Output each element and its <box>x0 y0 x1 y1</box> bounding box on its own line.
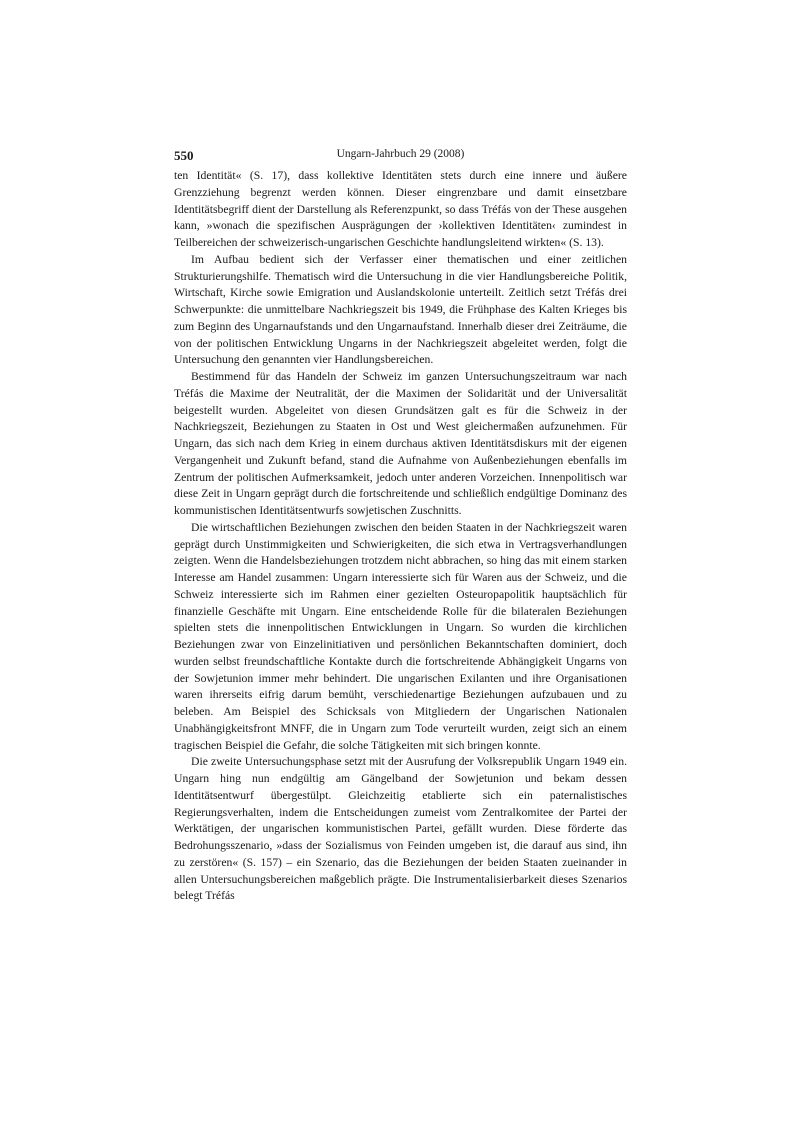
paragraph: Die wirtschaftlichen Beziehungen zwischen den beiden Staaten in der Nachkriegszeit waren geprägt durch Unstimmigkeiten und Schwierigkeiten, die sich etwa in Vertragsverhandlungen zeigten. Wenn die Handelsbeziehungen trotzdem nicht abbrachen, so hing das mit einem starken Interesse am Handel zusammen: Ungarn interessierte sich für Waren aus der Schweiz, und die Schweiz interessierte sich im Rahmen einer gezielten Osteuropapolitik hauptsächlich für finanzielle Geschäfte mit Ungarn. Eine entscheidende Rolle für die bilateralen Beziehungen spielten stets die innenpolitischen Entwicklungen in Ungarn. So wurden die kirchlichen Beziehungen zwar von Einzelinitiativen und persönlichen Bekanntschaften dominiert, doch wurden selbst freundschaftliche Kontakte durch die fortschreitende Abhängigkeit Ungarns von der Sowjetunion immer mehr behindert. Die ungarischen Exilanten und ihre Organisationen waren ihrerseits eifrig darum bemüht, verschiedenartige Beziehungen aufzubauen und zu beleben. Am Beispiel des Schicksals von Mitgliedern der Ungarischen Nationalen Unabhängigkeitsfront MNFF, die in Ungarn zum Tode verurteilt wurden, zeigt sich an einem tragischen Beispiel die Gefahr, die solche Tätigkeiten mit sich bringen konnte. <box>174 520 627 752</box>
body-text <box>174 168 627 905</box>
document-page <box>174 148 627 905</box>
page-number: 550 <box>174 148 194 163</box>
page-header <box>174 148 627 168</box>
paragraph: Die zweite Untersuchungsphase setzt mit der Ausrufung der Volksrepublik Ungarn 1949 ein. Ungarn hing nun endgültig am Gängelband der Sowjetunion und bekam dessen Identitätsentwurf übergestülpt. Gleichzeitig etablierte sich ein paternalistisches Regierungsverhalten, indem die Entscheidungen zumeist vom Zentralkomitee der Partei der Werktätigen, der ungarischen kommunistischen Partei, gefällt wurden. Diese förderte das Bedrohungsszenario, »dass der Sozialismus von Feinden umgeben ist, die darauf aus sind, ihn zu zerstören« (S. 157) – ein Szenario, das die Beziehungen der beiden Staaten zueinander in allen Untersuchungsbereichen maßgeblich prägte. Die Instrumentalisierbarkeit dieses Szenarios belegt Tréfás <box>174 755 627 903</box>
running-head: Ungarn-Jahrbuch 29 (2008) <box>336 148 465 160</box>
paragraph: Bestimmend für das Handeln der Schweiz im ganzen Untersuchungszeitraum war nach Tréfás die Maxime der Neutralität, der die Maximen der Solidarität und der Universalität beigestellt wurden. Abgeleitet von diesen Grundsätzen galt es für die Schweiz in der Nachkriegszeit, Beziehungen zu Staaten in Ost und West gleichermaßen aufzunehmen. Für Ungarn, das sich nach dem Krieg in einem durchaus aktiven Identitätsdiskurs mit der eigenen Vergangenheit und Zukunft befand, stand die Aufnahme von Außenbeziehungen ebenfalls im Zentrum der politischen Aufmerksamkeit, jedoch unter anderen Vorzeichen. Innenpolitisch war diese Zeit in Ungarn geprägt durch die fortschreitende und schließlich endgültige Dominanz des kommunistischen Identitätsentwurfs sowjetischen Zuschnitts. <box>174 370 627 517</box>
paragraph: ten Identität« (S. 17), dass kollektive Identitäten stets durch eine innere und äußere Grenzziehung begrenzt werden können. Dieser eingrenzbare und damit einsetzbare Identitätsbegriff dient der Darstellung als Referenzpunkt, so dass Tréfás von der These ausgehen kann, »wonach die spezifischen Ausprägungen der ›kollektiven Identitäten‹ zumindest in Teilbereichen der schweizerisch-ungarischen Geschichte handlungsleitend wirkten« (S. 13). <box>174 169 627 249</box>
paragraph: Im Aufbau bedient sich der Verfasser einer thematischen und einer zeitlichen Strukturierungshilfe. Thematisch wird die Untersuchung in die vier Handlungsbereiche Politik, Wirtschaft, Kirche sowie Emigration und Auslandskolonie unterteilt. Zeitlich setzt Tréfás drei Schwerpunkte: die unmittelbare Nachkriegszeit bis 1949, die Frühphase des Kalten Krieges bis zum Beginn des Ungarnaufstands und den Ungarnaufstand. Innerhalb dieser drei Zeiträume, die von der politischen Entwicklung Ungarns in der Nachkriegszeit abgeleitet werden, folgt die Untersuchung den genannten vier Handlungsbereichen. <box>174 252 627 367</box>
